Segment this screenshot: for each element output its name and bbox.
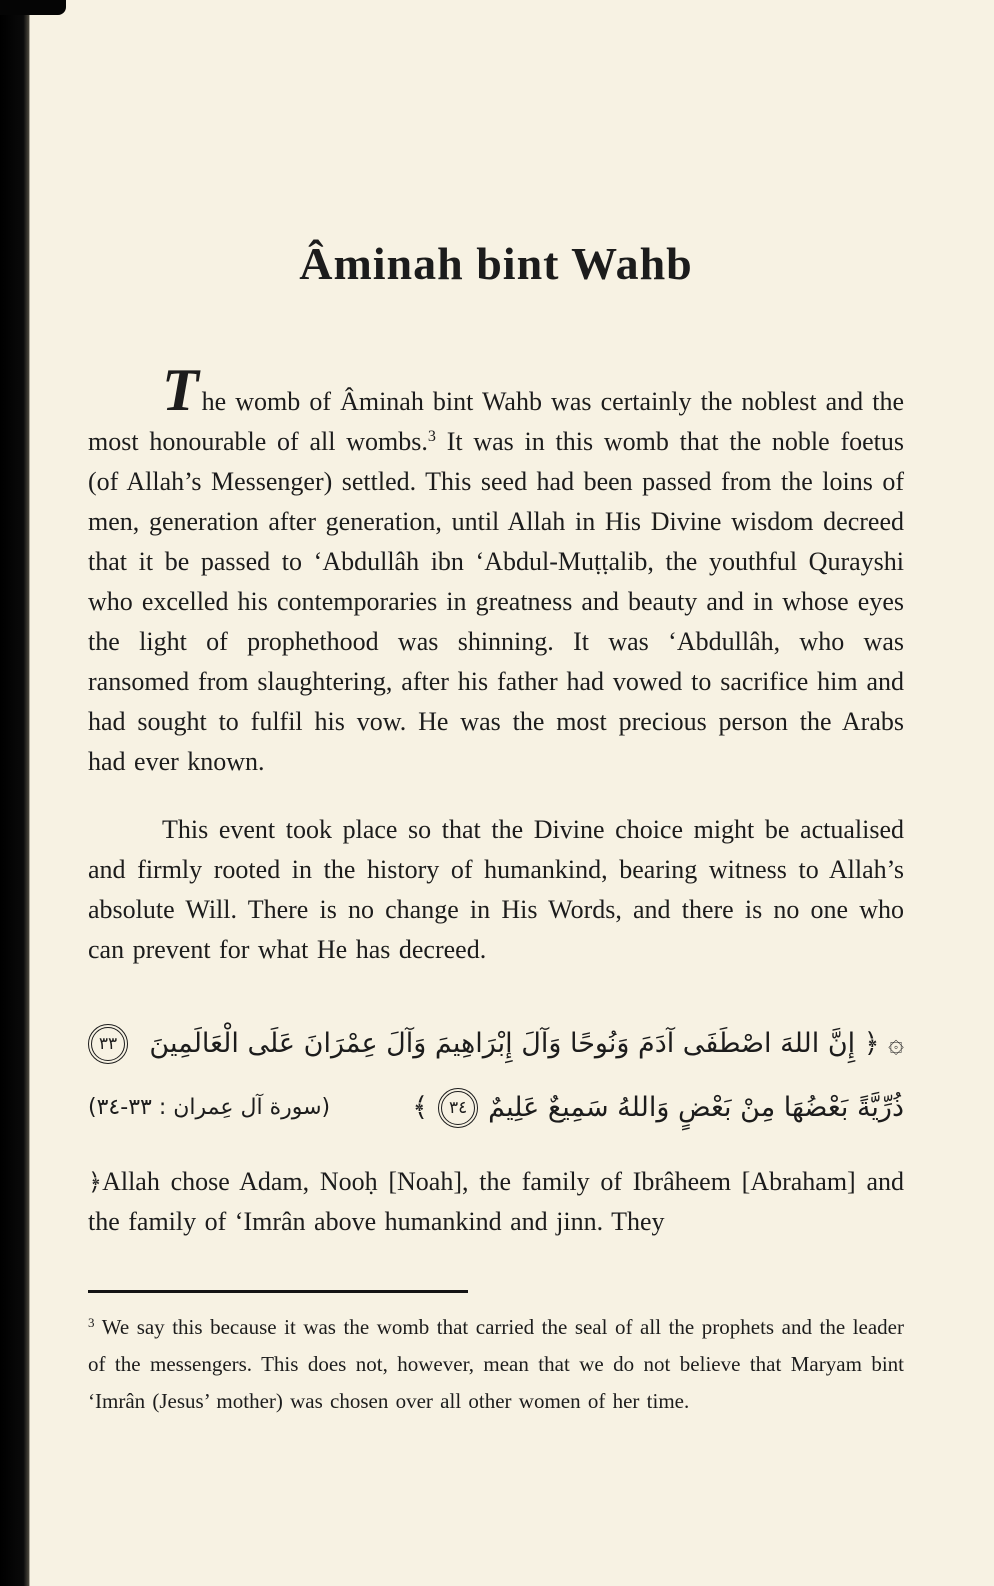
ornate-close-paren: ﴾: [412, 1092, 429, 1123]
paragraph-intro-text-before-ref: he womb of Âminah bint Wahb was certainly the noblest and the most honourable of all wombs.: [88, 387, 904, 456]
scan-edge-corner: [0, 0, 66, 15]
paragraph-intro: [88, 357, 904, 782]
footnote: [88, 1309, 904, 1420]
footnote-divider-rule: [88, 1290, 468, 1293]
quran-line-1: [88, 1016, 904, 1072]
paragraph-divine-choice: This event took place so that the Divine choice might be actualised and firmly rooted in the history of humankind, bearing witness to Allah’s absolute Will. There is no change in His Words, and there is no one who can prevent for what He has decreed.: [88, 815, 904, 964]
surah-reference: (سورة آل عِمران : ٣٣-٣٤): [88, 1095, 331, 1120]
paragraph-intro-text-after-ref: It was in this womb that the noble foetus (of Allah’s Messenger) settled. This seed had been passed from the loins of men, generation after generation, until Allah in His Divine wisdom decreed that it be passed to ‘Abdullâh ibn ‘Abdul-Muṭṭalib, the youthful Qurayshi who excelled his contemporaries in greatness and beauty and in whose eyes the light of prophethood was shinning. It was ‘Abdullâh, who was ransomed from slaughtering, after his father had vowed to sacrifice him and had sought to fulfil his vow. He was the most precious person the Arabs had ever known.: [88, 427, 904, 776]
translation-text: Allah chose Adam, Nooḥ [Noah], the family of Ibrâheem [Abraham] and the family of ‘Imrân above humankind and jinn. They: [88, 1167, 904, 1236]
ornate-open-paren: ﴿: [88, 1168, 103, 1196]
verse-number-34-badge: ٣٤: [438, 1088, 478, 1128]
page-content: [0, 236, 994, 1420]
quran-verse-33-text: ۞ ﴿ إِنَّ اللهَ اصْطَفَى آدَمَ وَنُوحًا وَآلَ إِبْرَاهِيمَ وَآلَ عِمْرَانَ عَلَى الْعَالَمِينَ: [149, 1028, 904, 1059]
translation-paragraph: [88, 1162, 904, 1242]
footnote-number: 3: [88, 1314, 95, 1330]
quran-verse-block: [88, 1016, 904, 1136]
footnote-reference-marker: 3: [427, 428, 436, 446]
quran-verse-34-text: ذُرِّيَّةً بَعْضُهَا مِنْ بَعْضٍ وَاللهُ سَمِيعٌ عَلِيمٌ: [488, 1092, 904, 1123]
quran-line-2: [88, 1080, 904, 1136]
footnote-text: We say this because it was the womb that carried the seal of all the prophets and the leader of the messengers. This does not, however, mean that we do not believe that Maryam bint ‘Imrân (Jesus’ mother) was chosen over all other women of her time.: [88, 1315, 904, 1413]
dropcap-letter: T: [162, 357, 199, 423]
verse-number-33-badge: ٣٣: [88, 1024, 128, 1064]
page-title: Âminah bint Wahb: [299, 238, 693, 289]
quran-verse-34-group: [412, 1080, 904, 1136]
